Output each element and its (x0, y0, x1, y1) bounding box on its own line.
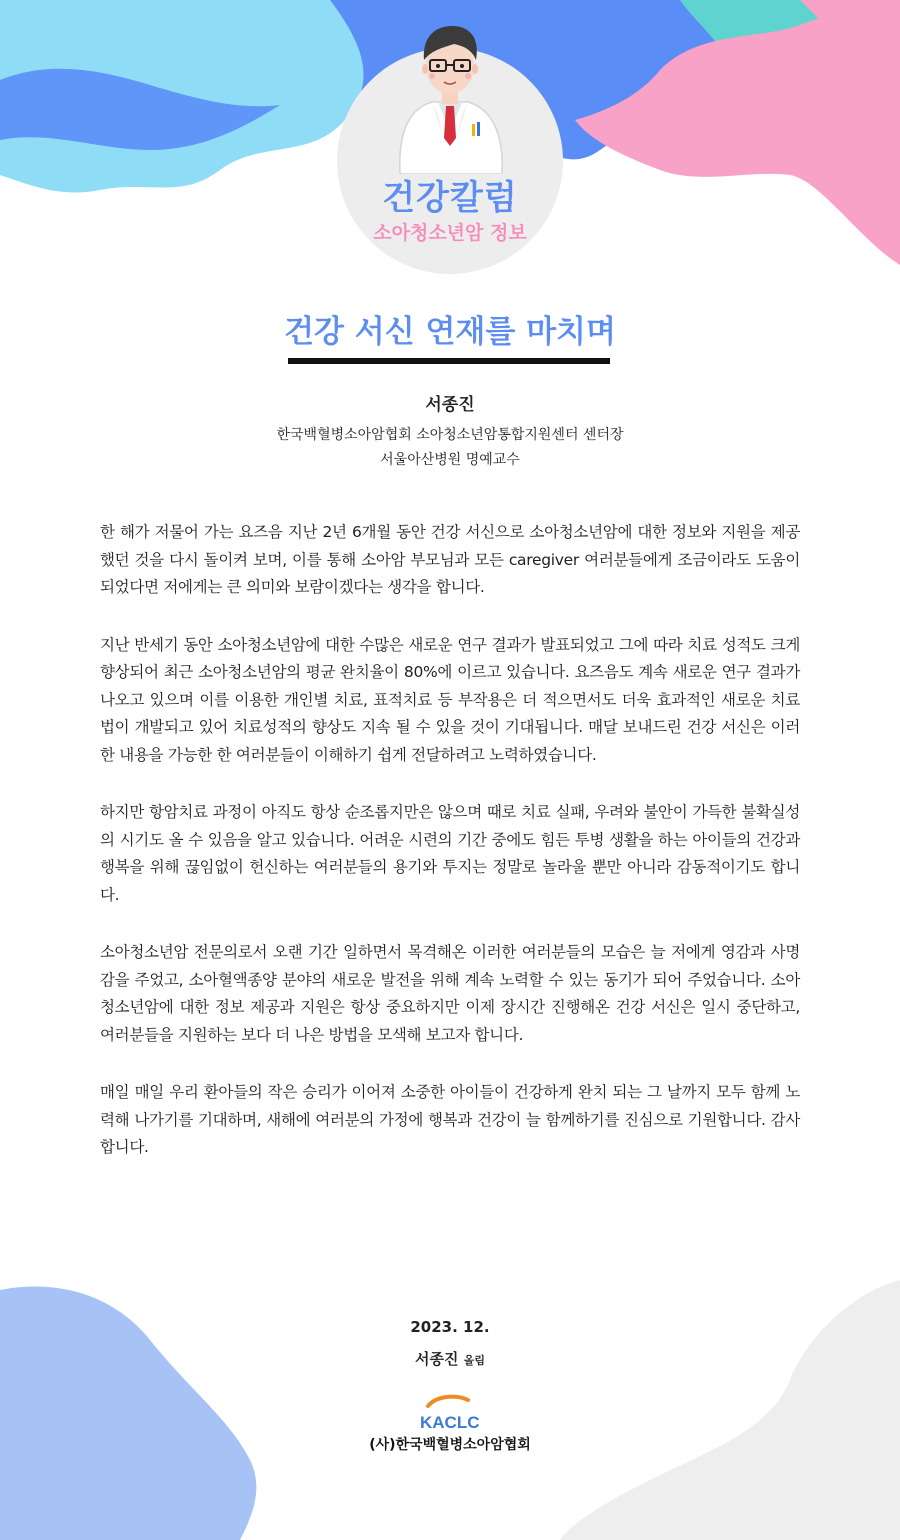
signature (0, 1348, 900, 1369)
doctor-illustration (380, 14, 520, 174)
signer-name: 서종진 (415, 1350, 459, 1368)
organization-name: (사)한국백혈병소아암협회 (369, 1437, 531, 1453)
author-name: 서종진 (425, 395, 475, 415)
paragraph-2: 지난 반세기 동안 소아청소년암에 대한 수많은 새로운 연구 결과가 발표되었고 그에 따라 치료 성적도 크게 향상되어 최근 소아청소년암의 평균 완치율이 80%에 이르고 있습니다. 요즈음도 계속 새로운 연구 결과가 나오고 있으며 이를 이용한 개인별 치료, 표적치료 등 부작용은 더 적으면서도 더욱 효과적인 새로운 치료법이 개발되고 있어 치료성적의 향상도 지속 될 수 있을 것이 기대됩니다. 매달 보내드린 건강 서신은 이러한 내용을 가능한 한 여러분들이 이해하기 쉽게 전달하려고 노력하였습니다. (100, 635, 800, 764)
author-affiliation-2: 서울아산병원 명예교수 (380, 452, 520, 468)
signer-suffix: 올림 (463, 1354, 485, 1367)
column-subtitle: 소아청소년암 정보 (373, 222, 527, 244)
kaclc-logo (416, 1392, 490, 1432)
logo-text: KACLC (420, 1413, 480, 1432)
paragraph-3: 하지만 항암치료 과정이 아직도 항상 순조롭지만은 않으며 때로 치료 실패, 우려와 불안이 가득한 불확실성의 시기도 올 수 있음을 알고 있습니다. 어려운 시련의 기간 중에도 힘든 투병 생활을 하는 아이들의 건강과 행복을 위해 끊임없이 헌신하는 여러분들의 용기와 투지는 정말로 놀라울 뿐만 아니라 감동적이기도 합니다. (100, 803, 800, 904)
author-affiliation-1: 한국백혈병소아암협회 소아청소년암통합지원센터 센터장 (276, 427, 624, 443)
title-underline (288, 358, 610, 364)
paragraph-4: 소아청소년암 전문의로서 오랜 기간 일하면서 목격해온 이러한 여러분들의 모습은 늘 저에게 영감과 사명감을 주었고, 소아혈액종양 분야의 새로운 발전을 위해 계속 노력할 수 있는 동기가 되어 주었습니다. 소아청소년암에 대한 정보 제공과 지원은 항상 중요하지만 이제 장시간 진행해온 건강 서신은 일시 중단하고, 여러분들을 지원하는 보다 더 나은 방법을 모색해 보고자 합니다. (100, 943, 800, 1044)
article-title: 건강 서신 연재를 마치며 (284, 314, 616, 350)
letter-date: 2023. 12. (410, 1318, 490, 1336)
paragraph-1: 한 해가 저물어 가는 요즈음 지난 2년 6개월 동안 건강 서신으로 소아청소년암에 대한 정보와 지원을 제공했던 것을 다시 돌이켜 보며, 이를 통해 소아암 부모님과 모든 caregiver 여러분들에게 조금이라도 도움이 되었다면 저에게는 큰 의미와 보람이겠다는 생각을 합니다. (100, 523, 800, 596)
column-title: 건강칼럼 (382, 178, 518, 218)
paragraph-5: 매일 매일 우리 환아들의 작은 승리가 이어져 소중한 아이들이 건강하게 완치 되는 그 날까지 모두 함께 노력해 나가기를 기대하며, 새해에 여러분의 가정에 행복과 건강이 늘 함께하기를 진심으로 기원합니다. 감사합니다. (100, 1083, 800, 1156)
article-body (100, 519, 800, 1192)
